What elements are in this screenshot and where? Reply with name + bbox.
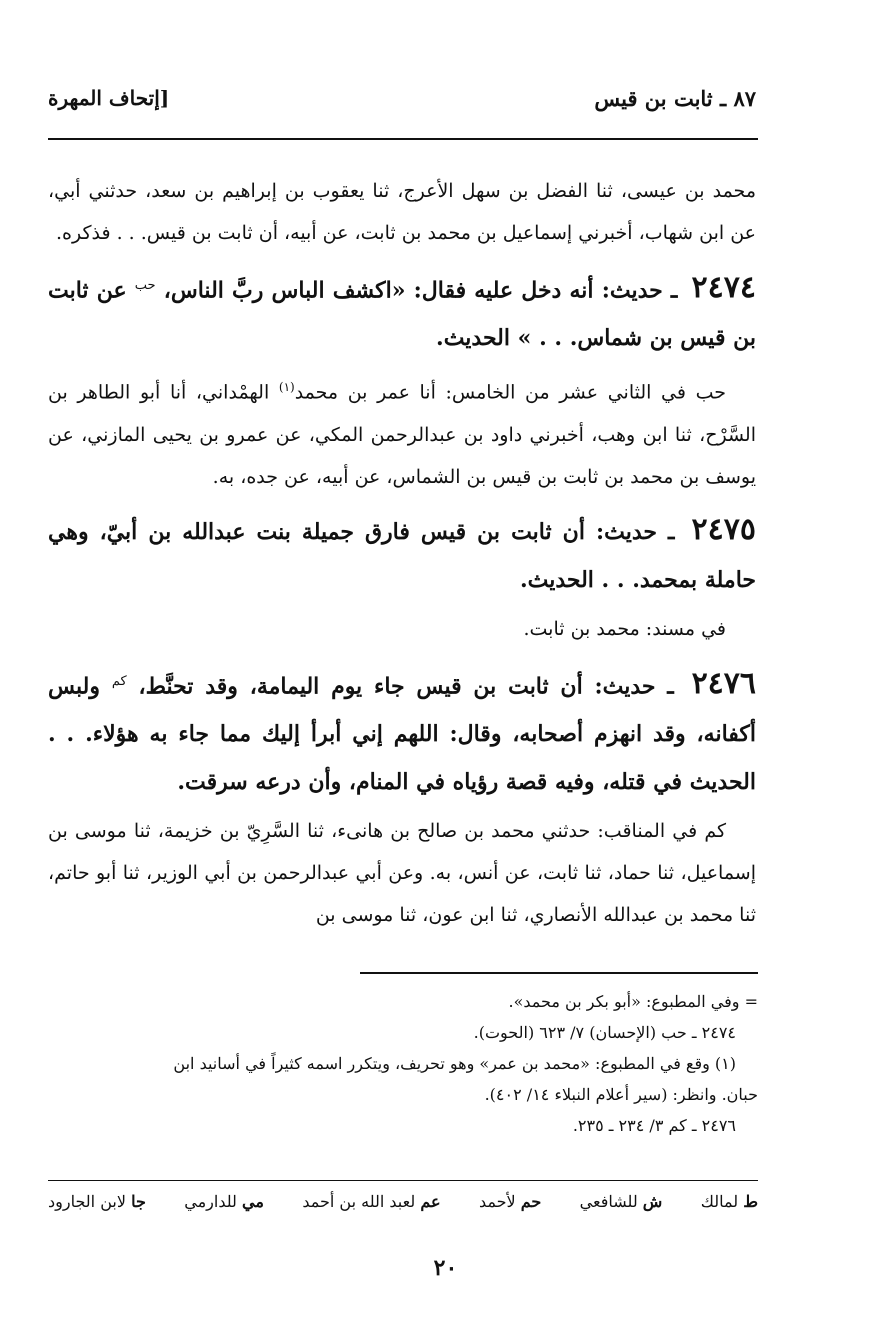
abbreviation-item: مي للدارمي	[184, 1192, 264, 1211]
footnote-line: (١) وقع في المطبوع: «محمد بن عمر» وهو تحريف، ويتكرر اسمه كثيراً في أسانيد ابن	[173, 1054, 736, 1073]
main-text	[48, 170, 756, 936]
hadith-number: ٢٤٧٦	[691, 665, 757, 701]
intro-paragraph: محمد بن عيسى، ثنا الفضل بن سهل الأعرج، ثنا يعقوب بن إبراهيم بن سعد، حدثني أبي، عن ابن شهاب، أخبرني إسماعيل بن محمد بن ثابت، عن أبيه، أن ثابت بن قيس. . . فذكره.	[48, 180, 756, 244]
abbreviations-key	[48, 1192, 758, 1222]
running-header	[48, 86, 756, 126]
hadith-number: ٢٤٧٥	[691, 511, 756, 547]
hadith-2474: ٢٤٧٤ ـ حديث: أنه دخل عليه فقال: «اكشف الباس ربَّ الناس، $^{حب}$ عن ثابت بن قيس بن شماس. . . » الحديث.	[48, 270, 756, 352]
abbreviation-item: جا لابن الجارود	[48, 1192, 146, 1211]
hadith-2476-source: كم في المناقب: حدثني محمد بن صالح بن هانىء، ثنا السَّرِيّ بن خزيمة، ثنا موسى بن إسماعيل، ثنا حماد، ثنا ثابت، عن أنس، به. وعن أبي عبدالرحمن بن أبي الوزير، ثنا أبو حاتم، ثنا محمد بن عبدالله الأنصاري، ثنا ابن عون، ثنا موسى بن	[48, 819, 757, 926]
footnote-line: ٢٤٧٤ ـ حب (الإحسان) ٧/ ٦٢٣ (الحوت).	[473, 1023, 736, 1042]
abbreviations-rule	[48, 1180, 758, 1181]
abbreviation-item: عم لعبد الله بن أحمد	[302, 1192, 441, 1211]
chapter-title: ٨٧ ـ ثابت بن قيس	[594, 86, 756, 111]
abbreviation-item: ط لمالك	[700, 1192, 758, 1211]
footnotes	[48, 986, 758, 1141]
page-number: ٢٠	[433, 1255, 458, 1281]
footnote-ref: (١)	[278, 380, 295, 395]
header-rule	[48, 138, 758, 140]
book-title: [إتحاف المهرة	[48, 86, 170, 110]
footnote-line: ٢٤٧٦ ـ كم ٣/ ٢٣٤ ـ ٢٣٥.	[572, 1116, 736, 1135]
source-code: كم	[111, 673, 127, 689]
footnote-rule	[360, 972, 758, 974]
abbreviation-item: ش للشافعي	[579, 1192, 663, 1211]
footnote-line: حبان. وانظر: (سير أعلام النبلاء ١٤/ ٤٠٢).	[484, 1085, 758, 1104]
hadith-2475: ٢٤٧٥ ـ حديث: أن ثابت بن قيس فارق جميلة بنت عبدالله بن أبيّ، وهي حاملة بمحمد. . . الحديث.	[48, 511, 756, 593]
abbreviation-item: حم لأحمد	[478, 1192, 542, 1211]
source-code: حب	[134, 278, 156, 293]
hadith-2476: ٢٤٧٦ ـ حديث: أن ثابت بن قيس جاء يوم اليمامة، وقد تحنَّط، $^{كم}$ ولبس أكفانه، وقد انهزم أصحابه، وقال: اللهم إني أبرأ إليك مما جاء به هؤلاء. . . الحديث في قتله، وفيه قصة رؤياه في المنام، وأن درعه سرقت.	[48, 665, 757, 795]
hadith-2474-source: حب في الثاني عشر من الخامس: أنا عمر بن محمد$^{(١)}$ الهمْداني، أنا أبو الطاهر بن السَّرْح، ثنا ابن وهب، أخبرني داود بن عبدالرحمن المكي، عن عمرو بن يحيى المازني، عن يوسف بن محمد بن ثابت بن قيس بن الشماس، عن أبيه، عن جده، به.	[48, 380, 756, 488]
footnote-line: = وفي المطبوع: «أبو بكر بن محمد».	[508, 992, 758, 1011]
hadith-number: ٢٤٧٤	[691, 270, 756, 306]
hadith-2475-source: في مسند: محمد بن ثابت.	[523, 617, 726, 640]
